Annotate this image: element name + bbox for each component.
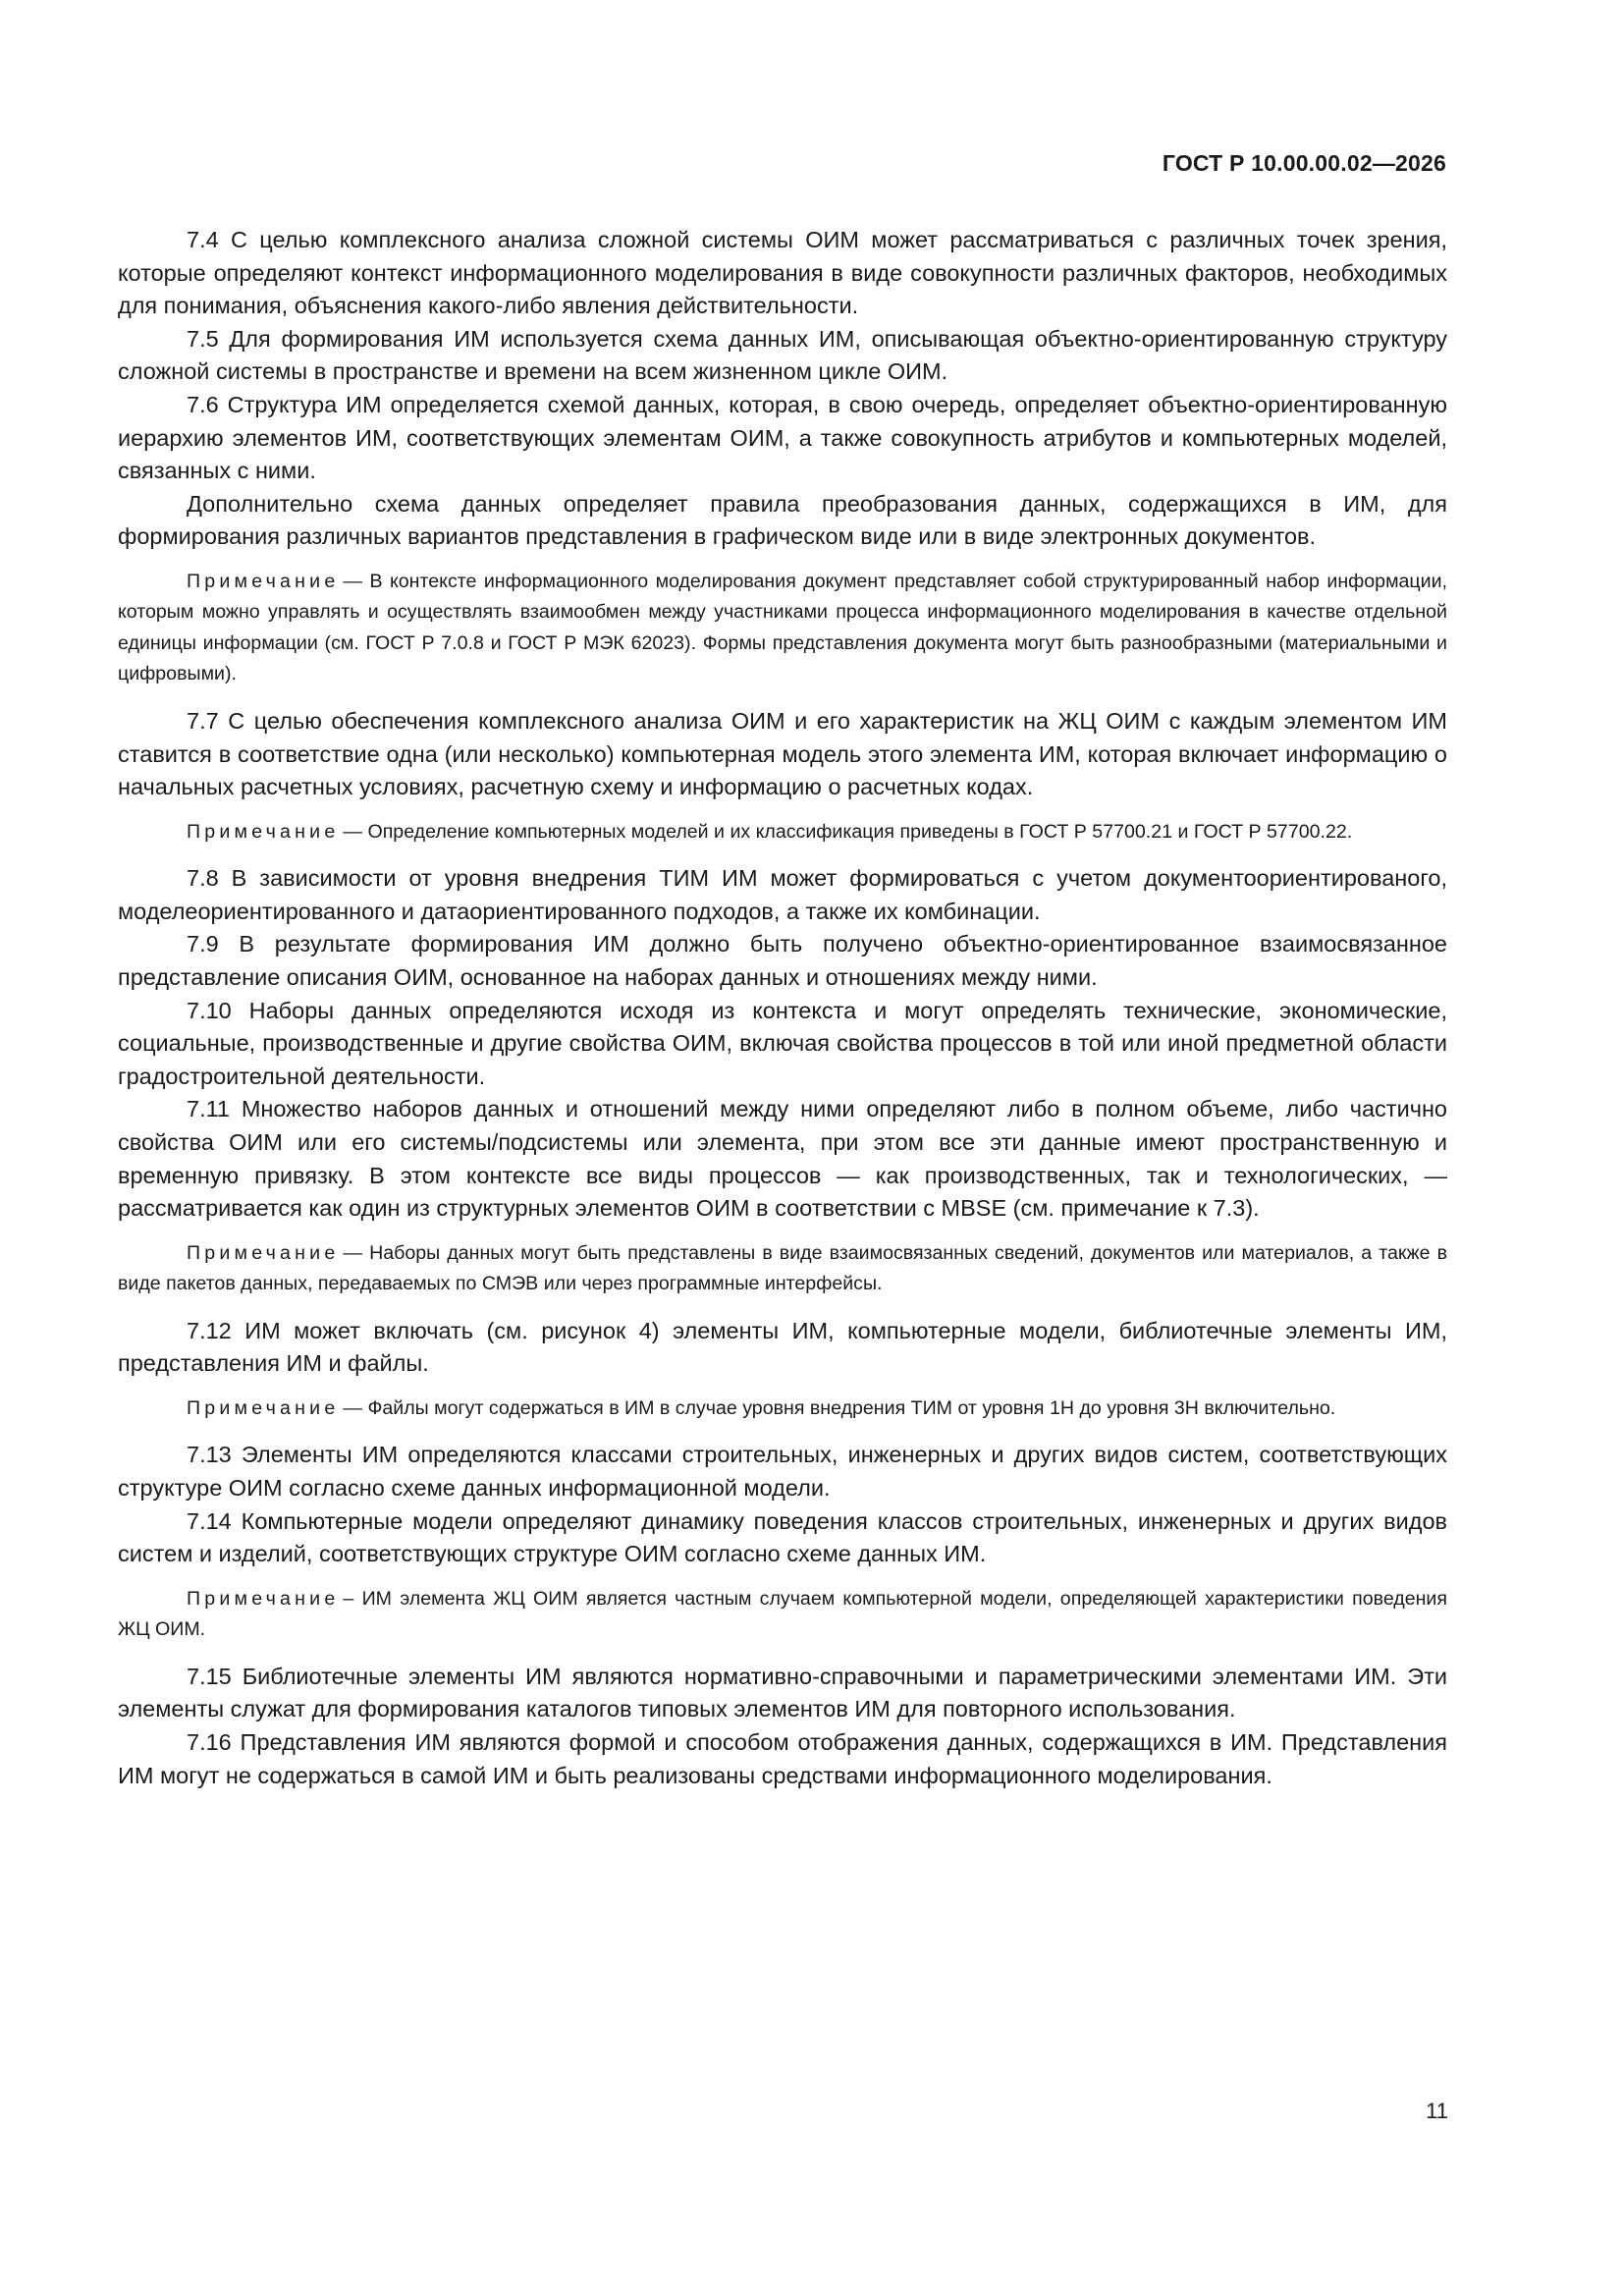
- note-1: [118, 567, 1447, 690]
- note-label: Примечание: [187, 820, 340, 843]
- paragraph-7-13: 7.13 Элементы ИМ определяются классами строительных, инженерных и других видов систем, соответствующих структуре ОИМ согласно схеме данных информационной модели.: [118, 1442, 1447, 1502]
- paragraph-7-4: 7.4 С целью комплексного анализа сложной системы ОИМ может рассматриваться с различных точек зрения, которые определяют контекст информационного моделирования в виде совокупности различных факторов, необходимых для понимания, объяснения какого-либо явления действительности.: [118, 227, 1447, 319]
- note-4: [118, 1394, 1447, 1425]
- document-header-id: ГОСТ Р 10.00.00.02—2026: [1162, 150, 1446, 176]
- paragraph-7-8: 7.8 В зависимости от уровня внедрения ТИМ ИМ может формироваться с учетом документоориентированого, моделеориентированного и датаориентированного подходов, а также их комбинации.: [118, 865, 1447, 924]
- paragraph-7-6: 7.6 Структура ИМ определяется схемой данных, которая, в свою очередь, определяет объектно-ориентированную иерархию элементов ИМ, соответствующих элементам ОИМ, а также совокупность атрибутов и компьютерных моделей, связанных с ними.: [118, 391, 1447, 484]
- note-5-text: – ИМ элемента ЖЦ ОИМ является частным случаем компьютерной модели, определяющей характеристики поведения ЖЦ ОИМ.: [118, 1587, 1447, 1641]
- note-label: Примечание: [187, 1241, 340, 1264]
- note-label: Примечание: [187, 570, 340, 592]
- note-5: [118, 1584, 1447, 1646]
- note-1-text: — В контексте информационного моделирования документ представляет собой структурированный набор информации, которым можно управлять и осуществлять взаимообмен между участниками процесса информационного моделирования в качестве отдельной единицы информации (см. ГОСТ Р 7.0.8 и ГОСТ Р МЭК 62023). Формы представления документа могут быть разнообразными (материальными и цифровыми).: [118, 570, 1447, 685]
- paragraph-7-6-additional: Дополнительно схема данных определяет правила преобразования данных, содержащихся в ИМ, для формирования различных вариантов представления в графическом виде или в виде электронных документов.: [118, 490, 1447, 550]
- note-2: [118, 817, 1447, 848]
- note-4-text: — Файлы могут содержаться в ИМ в случае уровня внедрения ТИМ от уровня 1Н до уровня 3Н включительно.: [343, 1396, 1336, 1419]
- note-label: Примечание: [187, 1587, 340, 1610]
- paragraph-7-12: 7.12 ИМ может включать (см. рисунок 4) элементы ИМ, компьютерные модели, библиотечные элементы ИМ, представления ИМ и файлы.: [118, 1317, 1447, 1377]
- note-2-text: — Определение компьютерных моделей и их классификация приведены в ГОСТ Р 57700.21 и ГОСТ Р 57700.22.: [343, 820, 1353, 843]
- page-number: 11: [1426, 2099, 1448, 2123]
- paragraph-7-14: 7.14 Компьютерные модели определяют динамику поведения классов строительных, инженерных и других видов систем и изделий, соответствующих структуре ОИМ согласно схеме данных ИМ.: [118, 1507, 1447, 1567]
- paragraph-7-7: 7.7 С целью обеспечения комплексного анализа ОИМ и его характеристик на ЖЦ ОИМ с каждым элементом ИМ ставится в соответствие одна (или несколько) компьютерная модель этого элемента ИМ, которая включает информацию о начальных расчетных условиях, расчетную схему и информацию о расчетных кодах.: [118, 707, 1447, 800]
- paragraph-7-5: 7.5 Для формирования ИМ используется схема данных ИМ, описывающая объектно-ориентированную структуру сложной системы в пространстве и времени на всем жизненном цикле ОИМ.: [118, 325, 1447, 385]
- note-3-text: — Наборы данных могут быть представлены в виде взаимосвязанных сведений, документов или материалов, а также в виде пакетов данных, передаваемых по СМЭВ или через программные интерфейсы.: [118, 1241, 1447, 1295]
- paragraph-7-10: 7.10 Наборы данных определяются исходя из контекста и могут определять технические, экономические, социальные, производственные и другие свойства ОИМ, включая свойства процессов в той или иной предметной области градостроительной деятельности.: [118, 997, 1447, 1089]
- paragraph-7-11: 7.11 Множество наборов данных и отношений между ними определяют либо в полном объеме, либо частично свойства ОИМ или его системы/подсистемы или элемента, при этом все эти данные имеют пространственную и временную привязку. В этом контексте все виды процессов — как производственных, так и технологических, — рассматривается как один из структурных элементов ОИМ в соответствии с MBSE (см. примечание к 7.3).: [118, 1096, 1447, 1222]
- paragraph-7-16: 7.16 Представления ИМ являются формой и способом отображения данных, содержащихся в ИМ. Представления ИМ могут не содержаться в самой ИМ и быть реализованы средствами информационного моделирования.: [118, 1729, 1447, 1788]
- note-3: [118, 1238, 1447, 1300]
- document-body: [118, 224, 1447, 1792]
- paragraph-7-9: 7.9 В результате формирования ИМ должно быть получено объектно-ориентированное взаимосвязанное представление описания ОИМ, основанное на наборах данных и отношениях между ними.: [118, 931, 1447, 990]
- note-label: Примечание: [187, 1396, 340, 1419]
- paragraph-7-15: 7.15 Библиотечные элементы ИМ являются нормативно-справочными и параметрическими элементами ИМ. Эти элементы служат для формирования каталогов типовых элементов ИМ для повторного использования.: [118, 1663, 1447, 1722]
